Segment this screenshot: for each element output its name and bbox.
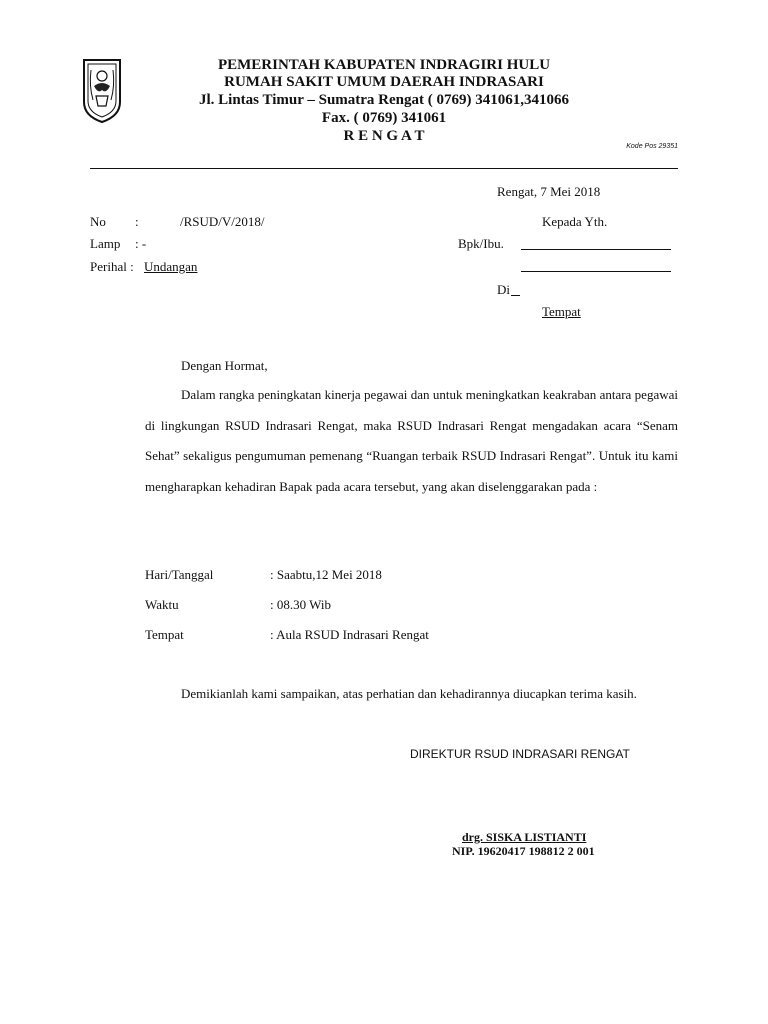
- letter-number: /RSUD/V/2018/: [180, 214, 265, 229]
- detail-value-date: : Saabtu,12 Mei 2018: [270, 567, 382, 582]
- letterhead-divider: [90, 168, 678, 169]
- detail-value-place: : Aula RSUD Indrasari Rengat: [270, 627, 429, 642]
- detail-label-place: Tempat: [145, 627, 184, 642]
- recipient-greeting: Kepada Yth.: [542, 214, 608, 229]
- detail-label-time: Waktu: [145, 597, 179, 612]
- hospital-city: R E N G A T: [343, 128, 425, 144]
- recipient-name-blank: [521, 238, 671, 250]
- hospital-fax: Fax. ( 0769) 341061: [321, 110, 447, 126]
- no-label: No: [90, 214, 106, 229]
- letter-date: Rengat, 7 Mei 2018: [497, 184, 601, 199]
- detail-value-time: : 08.30 Wib: [270, 597, 331, 612]
- perihal-label: Perihal :: [90, 259, 134, 274]
- invitation-paragraph: Dalam rangka peningkatan kinerja pegawai dan untuk meningkatkan keakraban antara pegawai di lingkungan RSUD Indrasari Rengat, maka RSUD Indrasari Rengat mengadakan acara “Senam Sehat” sekaligus pengumuman pemenang “Ruangan terbaik RSUD Indrasari Rengat”. Untuk itu kami mengharapkan kehadiran Bapak pada acara tersebut, yang akan diselenggarakan pada :: [145, 387, 678, 494]
- recipient-label: Bpk/Ibu.: [458, 236, 504, 251]
- hospital-address: Jl. Lintas Timur – Sumatra Rengat ( 0769) 341061,341066: [198, 92, 570, 108]
- perihal-value: Undangan: [144, 259, 198, 274]
- detail-label-date: Hari/Tanggal: [145, 567, 214, 582]
- lamp-label: Lamp: [90, 236, 121, 251]
- recipient-location-blank: [511, 284, 520, 296]
- recipient-name-blank-2: [521, 260, 671, 272]
- recipient-location-label: Di: [497, 282, 510, 297]
- recipient-place: Tempat: [542, 304, 581, 319]
- salutation: Dengan Hormat,: [181, 358, 268, 373]
- hospital-name: RUMAH SAKIT UMUM DAERAH INDRASARI: [224, 74, 544, 90]
- signatory-title: DIREKTUR RSUD INDRASARI RENGAT: [410, 747, 630, 761]
- agency-name: PEMERINTAH KABUPATEN INDRAGIRI HULU: [217, 57, 551, 73]
- no-separator: :: [135, 214, 139, 229]
- lamp-value: : -: [135, 236, 147, 251]
- signatory-name: drg. SISKA LISTIANTI: [462, 830, 587, 844]
- closing-paragraph: Demikianlah kami sampaikan, atas perhatian dan kehadirannya diucapkan terima kasih.: [181, 686, 637, 701]
- signatory-nip: NIP. 19620417 198812 2 001: [452, 844, 595, 858]
- postal-code: Kode Pos 29351: [626, 143, 678, 150]
